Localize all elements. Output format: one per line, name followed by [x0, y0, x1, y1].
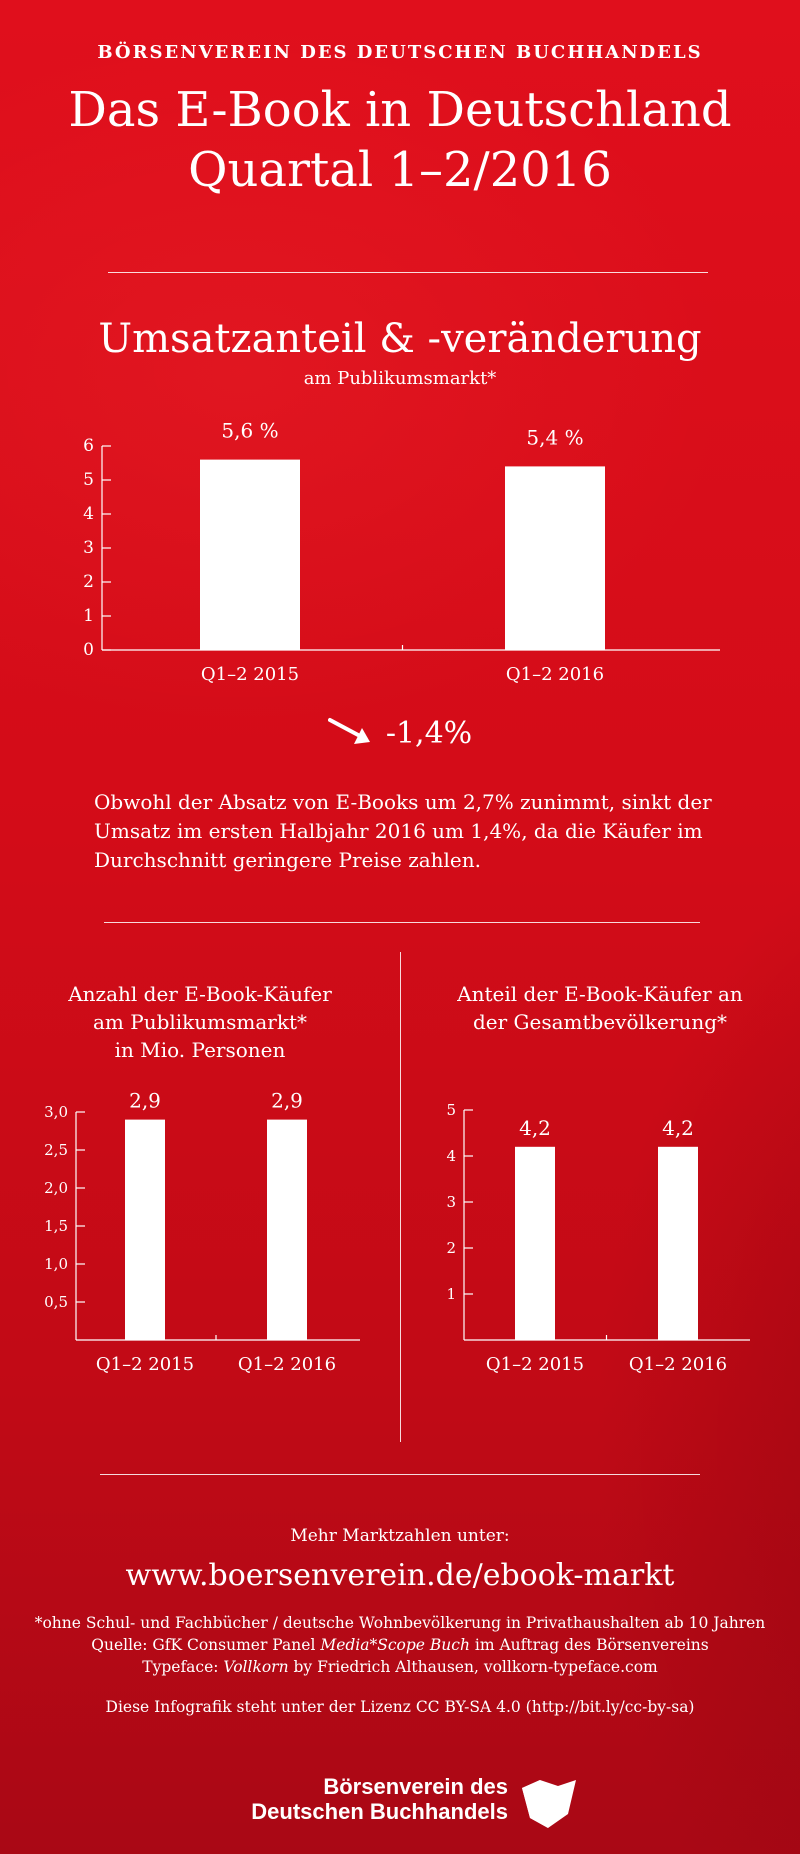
y-tick-label: 3,0 — [44, 1103, 68, 1121]
category-label: Q1–2 2015 — [485, 1354, 585, 1375]
y-tick-label: 0 — [83, 640, 94, 660]
divider-bottom — [100, 1474, 700, 1475]
title-line-2: Quartal 1–2/2016 — [188, 142, 612, 198]
bar — [505, 466, 605, 650]
page-title — [0, 80, 800, 200]
logo-line-2: Deutschen Buchhandels — [251, 1799, 508, 1824]
data-label: 5,4 % — [526, 425, 584, 450]
bar — [125, 1120, 165, 1340]
buyers-count-title — [40, 980, 360, 1064]
buyers-share-chart — [400, 1090, 800, 1390]
data-label: 4,2 — [519, 1115, 551, 1140]
arrow-down-right-icon — [328, 716, 372, 754]
category-label: Q1–2 2016 — [628, 1354, 728, 1375]
buyers-count-title-line-2: am Publikumsmarkt* — [92, 1010, 307, 1034]
buyers-count-title-line-3: in Mio. Personen — [114, 1038, 286, 1062]
buyers-share-title-line-1: Anteil der E-Book-Käufer an — [457, 982, 743, 1006]
y-tick-label: 1 — [83, 606, 94, 626]
y-tick-label: 5 — [446, 1101, 456, 1119]
section1-paragraph: Obwohl der Absatz von E-Books um 2,7% zunimmt, sinkt der Umsatz im ersten Halbjahr 2016 um 1,4%, da die Käufer im Durchschnitt geringere Preise zahlen. — [94, 790, 712, 872]
org-name: BÖRSENVEREIN DES DEUTSCHEN BUCHHANDELS — [97, 42, 703, 63]
data-label: 5,6 % — [221, 418, 279, 443]
y-tick-label: 4 — [446, 1147, 456, 1165]
footnotes — [0, 1612, 800, 1678]
y-tick-label: 4 — [83, 504, 94, 524]
footnote-scope: *ohne Schul- und Fachbücher / deutsche Wohnbevölkerung in Privathaushalten ab 10 Jahren — [34, 1614, 766, 1632]
section1-title: Umsatzanteil & -veränderung — [98, 316, 702, 362]
y-tick-label: 0,5 — [44, 1293, 68, 1311]
y-tick-label: 5 — [83, 470, 94, 490]
market-figures-link[interactable]: www.boersenverein.de/ebook-markt — [125, 1558, 675, 1593]
y-tick-label: 1,5 — [44, 1217, 68, 1235]
publisher-logo — [238, 1774, 578, 1834]
y-tick-label: 2 — [446, 1239, 456, 1257]
y-tick-label: 3 — [446, 1193, 456, 1211]
title-line-1: Das E-Book in Deutschland — [68, 82, 732, 138]
footnote-typeface — [0, 1656, 800, 1678]
bar — [267, 1120, 307, 1340]
bar — [200, 460, 300, 650]
category-label: Q1–2 2015 — [200, 664, 300, 685]
divider-top — [108, 272, 708, 273]
revenue-change-value: -1,4% — [385, 716, 473, 751]
logo-text — [251, 1774, 508, 1824]
typeface-prefix: Typeface: — [142, 1658, 224, 1676]
y-tick-label: 1 — [446, 1285, 456, 1303]
buyers-share-title-line-2: der Gesamtbevölkerung* — [472, 1010, 727, 1034]
y-tick-label: 2 — [83, 572, 94, 592]
license-note: Diese Infografik steht unter der Lizenz CC BY-SA 4.0 (http://bit.ly/cc-by-sa) — [105, 1698, 695, 1716]
category-label: Q1–2 2016 — [237, 1354, 337, 1375]
typeface-name: Vollkorn — [223, 1658, 289, 1676]
bar — [515, 1147, 555, 1340]
y-tick-label: 1,0 — [44, 1255, 68, 1273]
more-figures-label: Mehr Marktzahlen unter: — [290, 1526, 510, 1546]
y-tick-label: 2,5 — [44, 1141, 68, 1159]
buyers-share-title — [420, 980, 780, 1036]
data-label: 4,2 — [662, 1115, 694, 1140]
logo-line-1: Börsenverein des — [323, 1774, 508, 1799]
category-label: Q1–2 2016 — [505, 664, 605, 685]
data-label: 2,9 — [271, 1090, 303, 1113]
y-tick-label: 6 — [83, 436, 94, 456]
revenue-share-chart — [0, 410, 800, 700]
buyers-count-title-line-1: Anzahl der E-Book-Käufer — [68, 982, 332, 1006]
y-tick-label: 3 — [83, 538, 94, 558]
data-label: 2,9 — [129, 1090, 161, 1113]
bar — [658, 1147, 698, 1340]
source-panel-name: Media*Scope Buch — [320, 1636, 470, 1654]
buyers-count-chart — [0, 1090, 400, 1390]
book-logo-icon — [518, 1778, 578, 1830]
revenue-change — [0, 716, 800, 754]
section1-subtitle: am Publikumsmarkt* — [303, 368, 497, 389]
typeface-suffix: by Friedrich Althausen, vollkorn-typeface.com — [288, 1658, 658, 1676]
source-suffix: im Auftrag des Börsenvereins — [469, 1636, 709, 1654]
category-label: Q1–2 2015 — [95, 1354, 195, 1375]
source-prefix: Quelle: GfK Consumer Panel — [91, 1636, 321, 1654]
divider-mid — [104, 922, 700, 923]
footnote-source — [0, 1634, 800, 1656]
y-tick-label: 2,0 — [44, 1179, 68, 1197]
